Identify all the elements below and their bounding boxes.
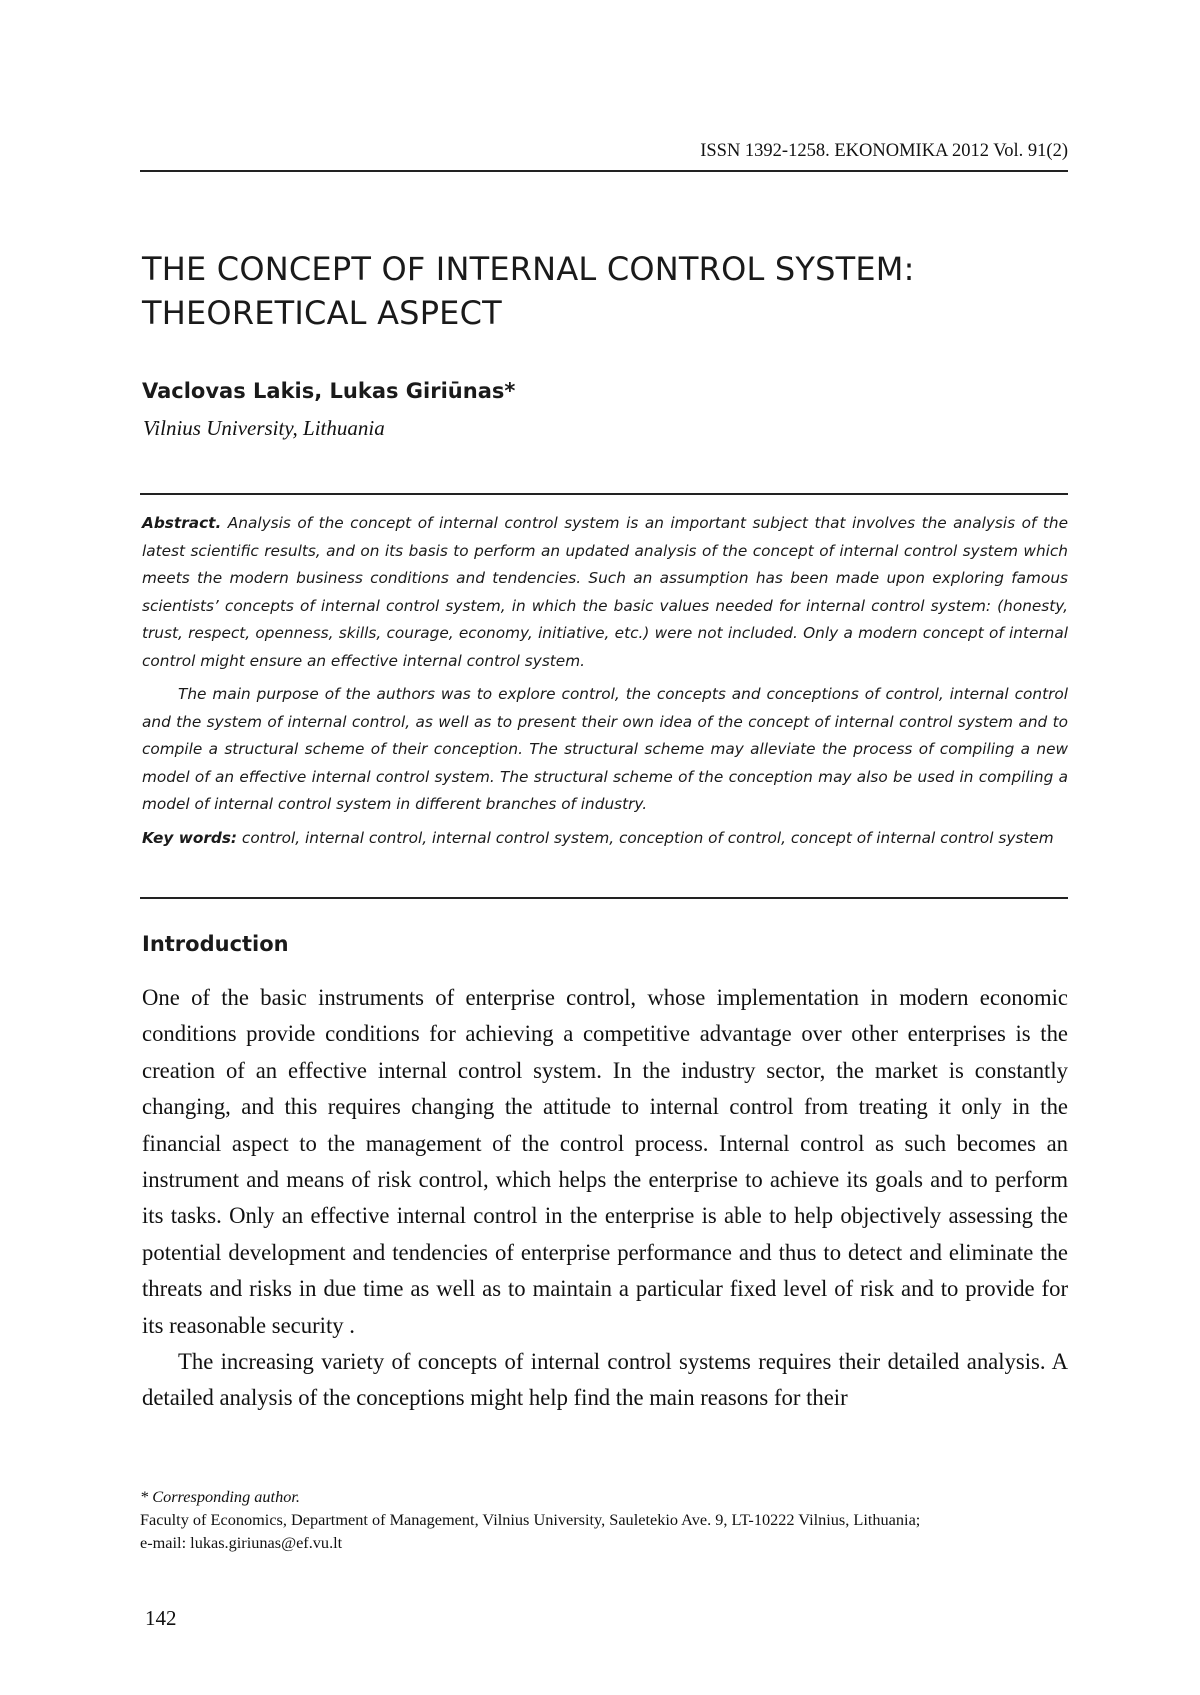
title-line-2: THEORETICAL ASPECT xyxy=(142,294,502,332)
keywords-label: Key words: xyxy=(142,828,238,847)
section-heading-introduction: Introduction xyxy=(142,932,289,956)
running-header: ISSN 1392-1258. EKONOMIKA 2012 Vol. 91(2) xyxy=(700,141,1068,161)
intro-paragraph-1: One of the basic instruments of enterprise control, whose implementation in modern economic conditions provide conditions for achieving a competitive advantage over other enterprises is the creation of an effective internal control system. In the industry sector, the market is constantly changing, and this requires changing the attitude to internal control from treating it only in the financial aspect to the management of the control process. Internal control as such becomes an instrument and means of risk control, which helps the enterprise to achieve its goals and to perform its tasks. Only an effective internal control in the enterprise is able to help objectively assessing the potential development and tendencies of enterprise performance and thus to detect and eliminate the threats and risks in due time as well as to maintain a particular fixed level of risk and to provide for its reasonable security . xyxy=(142,985,1068,1338)
abstract-text-1: Analysis of the concept of internal control system is an important subject that involves the analysis of the latest scientific results, and on its basis to perform an updated analysis of the concept of internal control system which meets the modern business conditions and tendencies. Such an assumption has been made upon exploring famous scientists’ concepts of internal control system, in which the basic values needed for internal control system: (honesty, trust, respect, openness, skills, courage, economy, initiative, etc.) were not included. Only a modern concept of internal control might ensure an effective internal control system. xyxy=(142,514,1068,670)
authors: Vaclovas Lakis, Lukas Giriūnas* xyxy=(142,379,516,403)
keywords xyxy=(142,825,1068,853)
footnote-address: Faculty of Economics, Department of Management, Vilnius University, Sauletekio Ave. 9, LT-10222 Vilnius, Lithuania; xyxy=(140,1510,921,1529)
abstract xyxy=(142,510,1068,852)
abstract-top-rule xyxy=(140,493,1068,495)
introduction-body xyxy=(142,980,1068,1417)
page-number: 142 xyxy=(145,1606,177,1630)
title-line-1: THE CONCEPT OF INTERNAL CONTROL SYSTEM: xyxy=(142,250,915,288)
article-title xyxy=(142,247,1062,335)
abstract-paragraph-2: The main purpose of the authors was to explore control, the concepts and conceptions of control, internal control and the system of internal control, as well as to present their own idea of the concept of internal control system and to compile a structural scheme of their conception. The structural scheme may alleviate the process of compiling a new model of an effective internal control system. The structural scheme of the conception may also be used in compiling a model of internal control system in different branches of industry. xyxy=(142,685,1068,813)
header-rule xyxy=(140,170,1068,172)
footnote-email: e-mail: lukas.giriunas@ef.vu.lt xyxy=(140,1533,343,1552)
abstract-label: Abstract. xyxy=(142,514,222,532)
abstract-paragraph-1 xyxy=(142,510,1068,675)
affiliation: Vilnius University, Lithuania xyxy=(143,416,385,440)
footnote xyxy=(140,1485,1070,1554)
footnote-mark: * Corresponding author. xyxy=(140,1487,300,1506)
intro-paragraph-2: The increasing variety of concepts of internal control systems requires their detailed analysis. A detailed analysis of the conceptions might help find the main reasons for their xyxy=(142,1349,1068,1411)
abstract-bottom-rule xyxy=(140,897,1068,899)
keywords-text: control, internal control, internal control system, conception of control, concept of internal control system xyxy=(241,828,1054,847)
